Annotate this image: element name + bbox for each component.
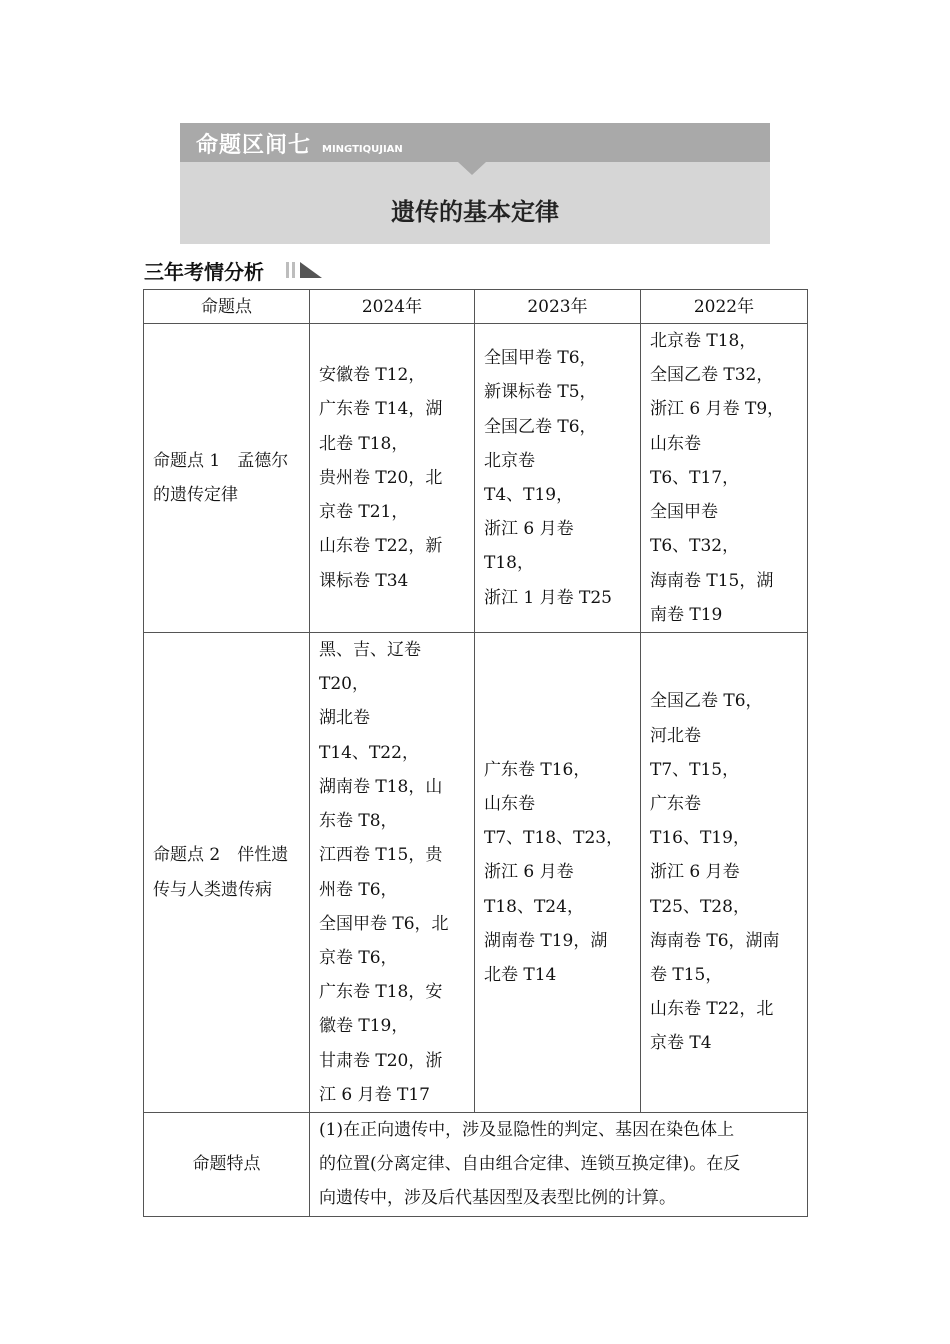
header-topic: 命题点 (144, 290, 310, 324)
cell-line: 州卷 T6， (319, 879, 398, 900)
banner-kicker: 命题区间七 (196, 133, 312, 158)
cell-line: 黑、吉、辽卷 (319, 640, 421, 661)
feature-row (144, 1113, 808, 1217)
cell-2022 (641, 633, 808, 1113)
cell-line: 全国甲卷 (650, 502, 718, 523)
table-row (144, 324, 808, 633)
section-heading: 三年考情分析 (144, 260, 264, 284)
cell-line: 广东卷 (650, 793, 701, 814)
cell-line: 新课标卷 T5， (484, 382, 597, 403)
cell-line: 全国甲卷 T6， (484, 348, 597, 369)
cell-line: 湖南卷 T18，山 (319, 776, 443, 797)
cell-line: 浙江 6 月卷 T9， (650, 399, 785, 420)
cell-line: (1)在正向遗传中，涉及显隐性的判定、基因在染色体上 (319, 1120, 735, 1140)
cell-line: 全国甲卷 T6，北 (319, 913, 449, 934)
cell-line: T6、T17， (650, 467, 740, 488)
cell-line: 徽卷 T19， (319, 1016, 409, 1037)
cell-line: 北京卷 (484, 450, 535, 471)
feature-label: 命题特点 (144, 1113, 310, 1217)
cell-line: 向遗传中，涉及后代基因型及表型比例的计算。 (319, 1188, 676, 1209)
header-2023: 2023年 (475, 290, 641, 324)
cell-line: 山东卷 (650, 433, 701, 454)
table-header-row (144, 290, 808, 324)
cell-line: 命题点 1 孟德尔 (153, 450, 289, 471)
cell-line: T18， (484, 553, 534, 574)
cell-line: 全国乙卷 T6， (650, 691, 763, 712)
cell-line: 广东卷 T18，安 (319, 982, 443, 1003)
banner-notch (458, 162, 486, 175)
cell-line: 命题点 2 伴性遗 (153, 845, 289, 866)
cell-line: 浙江 1 月卷 T25 (484, 587, 612, 608)
banner-kicker-en: MINGTIQUJIAN (322, 144, 403, 155)
cell-line: 全国乙卷 T32， (650, 365, 774, 386)
cell-2023 (475, 324, 641, 633)
cell-line: 浙江 6 月卷 (484, 862, 574, 883)
cell-line: T7、T15， (650, 759, 740, 780)
cell-line: 北卷 T18， (319, 433, 409, 454)
topic-cell (144, 633, 310, 1113)
cell-line: 传与人类遗传病 (153, 879, 272, 900)
cell-line: 浙江 6 月卷 (650, 862, 740, 883)
cell-line: T14、T22， (319, 742, 419, 763)
cell-line: 贵州卷 T20，北 (319, 467, 443, 488)
cell-line: 山东卷 T22，新 (319, 536, 443, 557)
cell-2024 (310, 633, 475, 1113)
cell-line: 山东卷 T22，北 (650, 999, 774, 1020)
cell-line: T18、T24， (484, 896, 584, 917)
cell-line: 湖北卷 (319, 708, 370, 729)
cell-line: 安徽卷 T12， (319, 365, 426, 386)
cell-line: 广东卷 T16， (484, 759, 591, 780)
topic-cell (144, 324, 310, 633)
cell-line: 海南卷 T6，湖南 (650, 930, 780, 951)
table-row (144, 633, 808, 1113)
cell-line: 全国乙卷 T6， (484, 416, 597, 437)
cell-line: 湖南卷 T19，湖 (484, 930, 608, 951)
cell-line: 的位置(分离定律、自由组合定律、连锁互换定律)。在反 (319, 1154, 741, 1175)
heading-arrow-icon (284, 260, 324, 280)
cell-2023 (475, 633, 641, 1113)
header-2022: 2022年 (641, 290, 808, 324)
cell-line: 课标卷 T34 (319, 570, 409, 591)
cell-line: 海南卷 T15，湖 (650, 570, 774, 591)
cell-line: 卷 T15， (650, 965, 723, 985)
cell-2022 (641, 324, 808, 633)
cell-line: 甘肃卷 T20，浙 (319, 1050, 443, 1071)
cell-2024 (310, 324, 475, 633)
feature-text (310, 1113, 808, 1217)
section-banner (180, 123, 770, 244)
cell-line: 江西卷 T15，贵 (319, 845, 443, 866)
cell-line: 浙江 6 月卷 (484, 519, 574, 540)
cell-line: 京卷 T21， (319, 502, 409, 523)
header-2024: 2024年 (310, 290, 475, 324)
cell-line: T4、T19， (484, 485, 574, 505)
cell-line: T6、T32， (650, 536, 740, 557)
exam-analysis-table (143, 289, 808, 1217)
cell-line: 河北卷 (650, 725, 701, 746)
cell-line: 江 6 月卷 T17 (319, 1084, 430, 1105)
cell-line: T16、T19， (650, 828, 750, 849)
cell-line: 的遗传定律 (153, 485, 238, 505)
banner-title: 遗传的基本定律 (391, 198, 559, 226)
cell-line: 南卷 T19 (650, 604, 723, 625)
cell-line: 京卷 T4 (650, 1033, 712, 1054)
cell-line: 北卷 T14 (484, 965, 557, 985)
cell-line: 北京卷 T18， (650, 331, 757, 352)
cell-line: T7、T18、T23， (484, 828, 624, 849)
cell-line: 京卷 T6， (319, 947, 398, 968)
cell-line: 山东卷 (484, 793, 535, 814)
cell-line: T25、T28， (650, 896, 750, 917)
cell-line: 东卷 T8， (319, 811, 398, 832)
cell-line: 广东卷 T14，湖 (319, 399, 443, 420)
cell-line: T20， (319, 674, 369, 695)
